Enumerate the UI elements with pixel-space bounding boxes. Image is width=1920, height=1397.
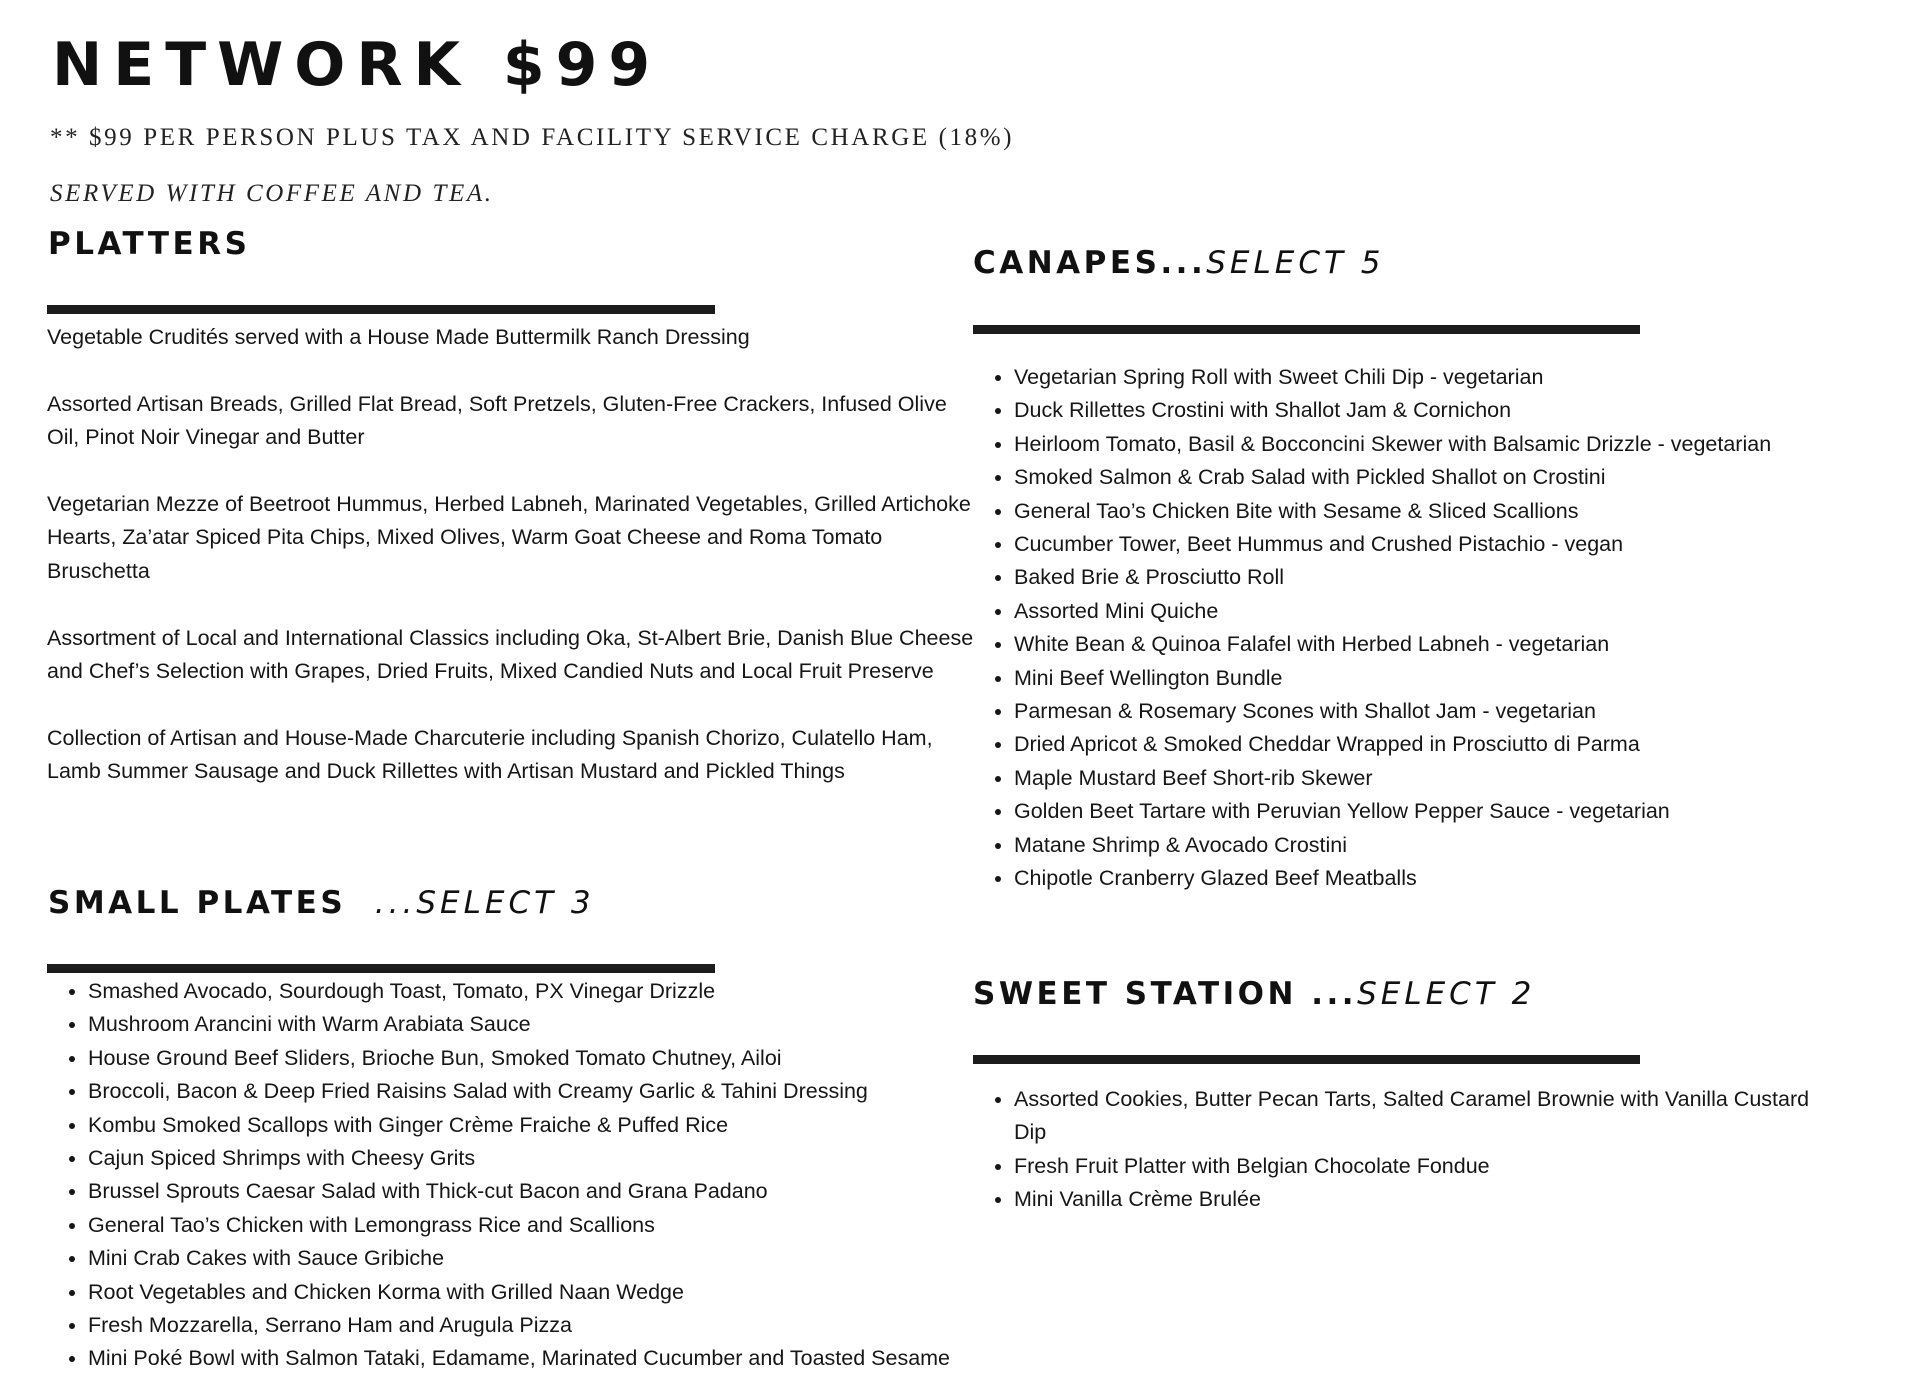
small-plates-title: SMALL PLATES [48, 885, 347, 921]
sweet-station-title: SWEET STATION ... [973, 976, 1358, 1012]
platter-item: Vegetable Crudités served with a House Made Buttermilk Ranch Dressing [47, 325, 750, 349]
canapes-divider [973, 325, 1640, 334]
small-plate-item: • Mini Poké Bowl with Salmon Tataki, Edamame, Marinated Cucumber and Toasted Sesame [88, 1342, 977, 1375]
canape-item: • White Bean & Quinoa Falafel with Herbed Labneh - vegetarian [1014, 628, 1913, 661]
canape-item: • Smoked Salmon & Crab Salad with Pickled Shallot on Crostini [1014, 461, 1913, 494]
canape-item: • Maple Mustard Beef Short-rib Skewer [1014, 762, 1913, 795]
page-title: NETWORK $99 [52, 30, 662, 100]
sweet-station-heading [973, 976, 1535, 1012]
sweet-station-select: SELECT 2 [1357, 976, 1536, 1012]
price-note: ** $99 PER PERSON PLUS TAX AND FACILITY SERVICE CHARGE (18%) [50, 124, 1015, 151]
canape-item: • Assorted Mini Quiche [1014, 595, 1913, 628]
platter-item: Assorted Artisan Breads, Grilled Flat Bread, Soft Pretzels, Gluten-Free Crackers, Infused Olive Oil, Pinot Noir Vinegar and Butter [47, 391, 947, 450]
canape-item: • Baked Brie & Prosciutto Roll [1014, 561, 1913, 594]
sweet-station-list [973, 1083, 1823, 1217]
canape-item: • General Tao’s Chicken Bite with Sesame & Sliced Scallions [1014, 495, 1913, 528]
sweet-item: • Assorted Cookies, Butter Pecan Tarts, Salted Caramel Brownie with Vanilla Custard Dip [1014, 1083, 1823, 1150]
sweet-station-divider [973, 1055, 1640, 1064]
canapes-heading [973, 245, 1385, 281]
platter-item: Collection of Artisan and House-Made Charcuterie including Spanish Chorizo, Culatello Ham, Lamb Summer Sausage and Duck Rillettes with Artisan Mustard and Pickled Things [47, 725, 933, 784]
small-plate-item: • Broccoli, Bacon & Deep Fried Raisins Salad with Creamy Garlic & Tahini Dressing [88, 1075, 977, 1108]
canapes-select: SELECT 5 [1206, 245, 1385, 281]
platters-list [47, 321, 977, 822]
small-plate-item: • House Ground Beef Sliders, Brioche Bun, Smoked Tomato Chutney, Ailoi [88, 1042, 977, 1075]
canapes-title: CANAPES... [973, 245, 1207, 281]
canape-item: • Vegetarian Spring Roll with Sweet Chili Dip - vegetarian [1014, 361, 1913, 394]
canape-item: • Heirloom Tomato, Basil & Bocconcini Skewer with Balsamic Drizzle - vegetarian [1014, 428, 1913, 461]
small-plate-item: • Kombu Smoked Scallops with Ginger Crème Fraiche & Puffed Rice [88, 1109, 977, 1142]
canape-item: • Golden Beet Tartare with Peruvian Yellow Pepper Sauce - vegetarian [1014, 795, 1913, 828]
small-plate-item: • Mushroom Arancini with Warm Arabiata Sauce [88, 1008, 977, 1041]
small-plate-item: • Brussel Sprouts Caesar Salad with Thick-cut Bacon and Grana Padano [88, 1175, 977, 1208]
small-plate-item: • Cajun Spiced Shrimps with Cheesy Grits [88, 1142, 977, 1175]
platter-item: Assortment of Local and International Classics including Oka, St-Albert Brie, Danish Blue Cheese and Chef’s Selection with Grapes, Dried Fruits, Mixed Candied Nuts and Local Fruit Preserve [47, 625, 974, 684]
small-plate-item: • Smashed Avocado, Sourdough Toast, Tomato, PX Vinegar Drizzle [88, 975, 977, 1008]
canape-item: • Matane Shrimp & Avocado Crostini [1014, 829, 1913, 862]
platters-divider [47, 305, 715, 314]
canape-item: • Dried Apricot & Smoked Cheddar Wrapped in Prosciutto di Parma [1014, 728, 1913, 761]
small-plates-divider [47, 964, 715, 973]
small-plate-item: • General Tao’s Chicken with Lemongrass Rice and Scallions [88, 1209, 977, 1242]
canapes-list [973, 361, 1913, 896]
sweet-item: • Mini Vanilla Crème Brulée [1014, 1183, 1823, 1216]
canape-item: • Duck Rillettes Crostini with Shallot Jam & Cornichon [1014, 394, 1913, 427]
canape-item: • Cucumber Tower, Beet Hummus and Crushed Pistachio - vegan [1014, 528, 1913, 561]
small-plates-select: ...SELECT 3 [374, 885, 595, 921]
canape-item: • Parmesan & Rosemary Scones with Shallot Jam - vegetarian [1014, 695, 1913, 728]
canape-item: • Chipotle Cranberry Glazed Beef Meatballs [1014, 862, 1913, 895]
canape-item: • Mini Beef Wellington Bundle [1014, 662, 1913, 695]
small-plate-item: • Mini Crab Cakes with Sauce Gribiche [88, 1242, 977, 1275]
small-plate-item: • Root Vegetables and Chicken Korma with Grilled Naan Wedge [88, 1276, 977, 1309]
small-plates-heading [48, 885, 595, 921]
small-plates-list [47, 975, 977, 1376]
platters-heading: PLATTERS [48, 226, 251, 262]
small-plate-item: • Fresh Mozzarella, Serrano Ham and Arugula Pizza [88, 1309, 977, 1342]
served-note: SERVED WITH COFFEE AND TEA. [50, 180, 494, 207]
platter-item: Vegetarian Mezze of Beetroot Hummus, Herbed Labneh, Marinated Vegetables, Grilled Artichoke Hearts, Za’atar Spiced Pita Chips, Mixed Olives, Warm Goat Cheese and Roma Tomato Bruschetta [47, 492, 971, 583]
sweet-item: • Fresh Fruit Platter with Belgian Chocolate Fondue [1014, 1150, 1823, 1183]
